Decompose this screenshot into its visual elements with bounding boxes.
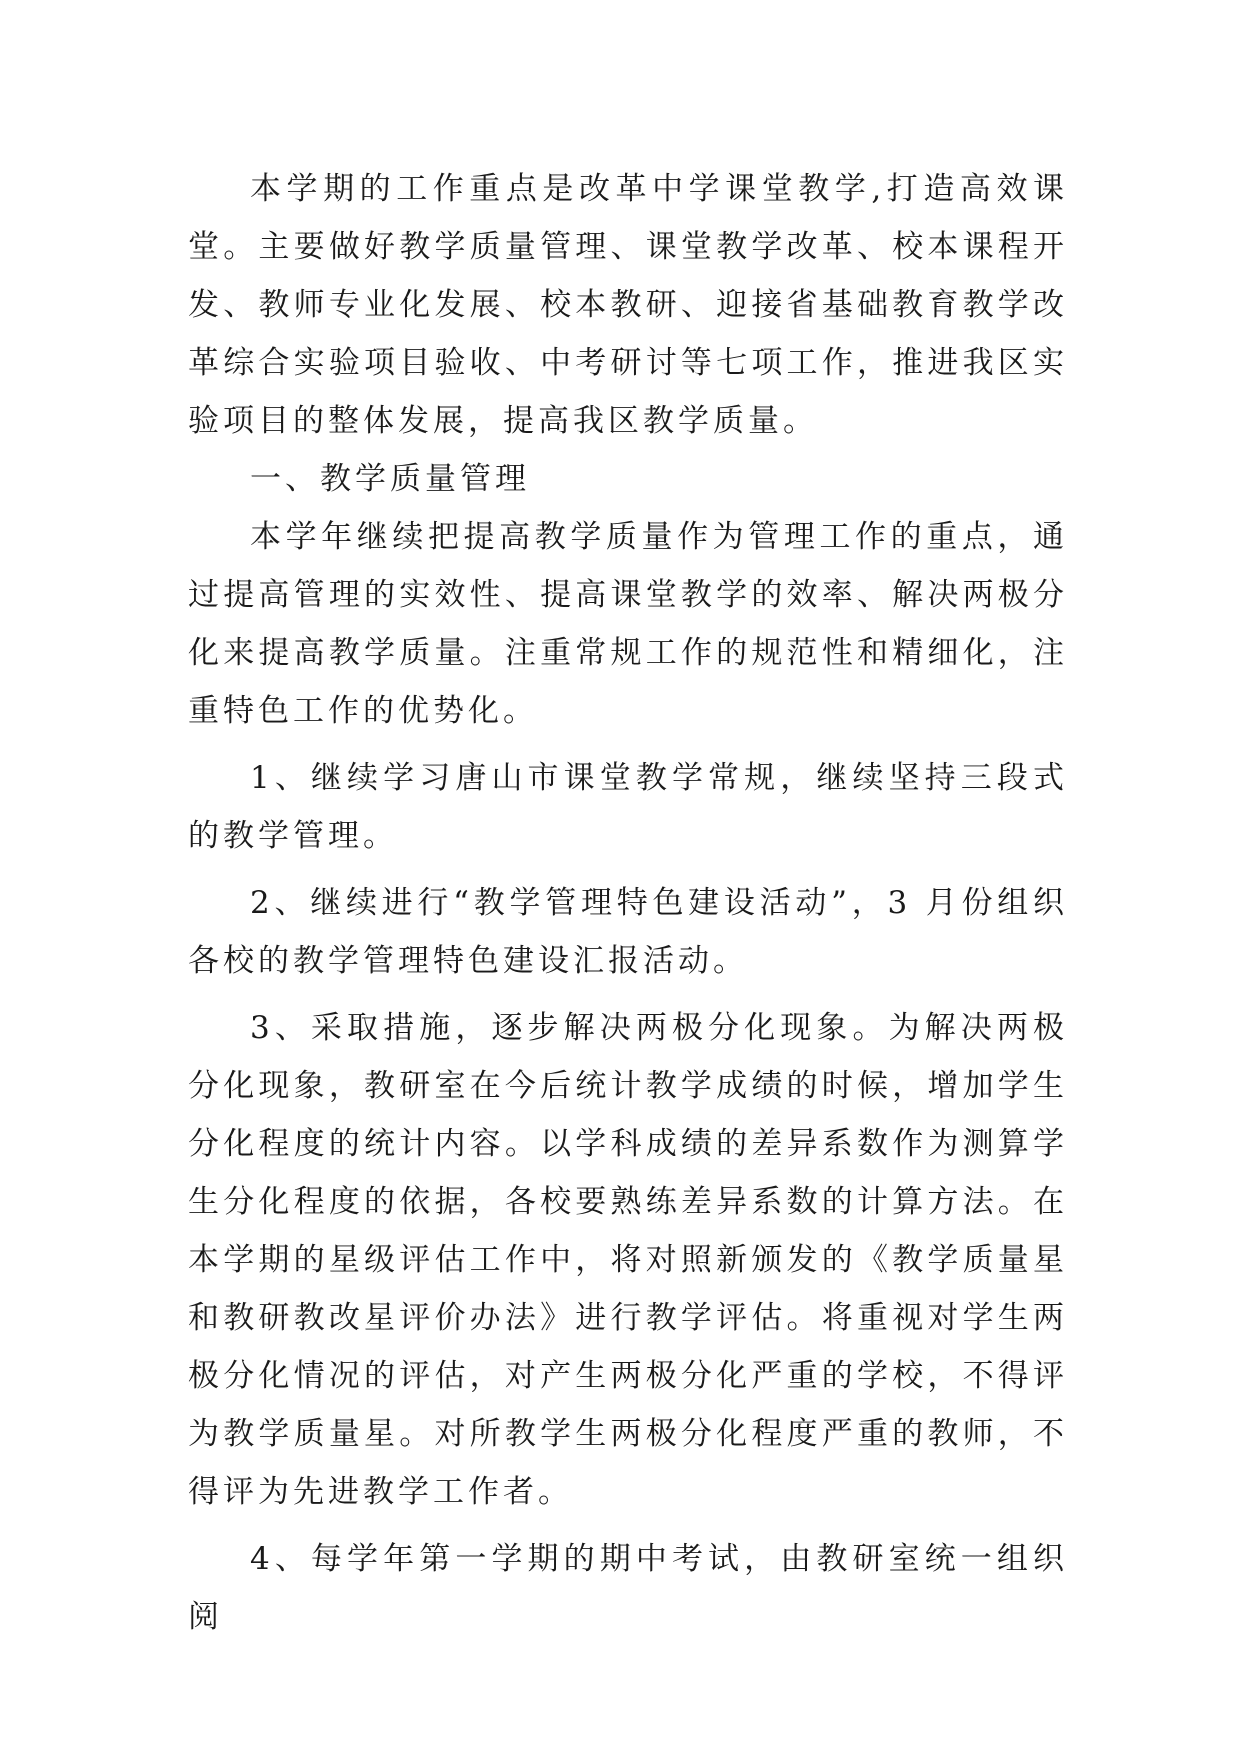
intro-paragraph: 本学期的工作重点是改革中学课堂教学,打造高效课堂。主要做好教学质量管理、课堂教学改革、校本课程开发、教师专业化发展、校本教研、迎接省基础教育教学改革综合实验项目验收、中考研讨等七项工作，推进我区实验项目的整体发展，提高我区教学质量。 <box>188 171 1068 439</box>
document-body <box>188 160 1068 1646</box>
list-item-3: 3、采取措施，逐步解决两极分化现象。为解决两极分化现象，教研室在今后统计教学成绩的时候，增加学生分化程度的统计内容。以学科成绩的差异系数作为测算学生分化程度的依据，各校要熟练差异系数的计算方法。在本学期的星级评估工作中，将对照新颁发的《教学质量星和教研教改星评价办法》进行教学评估。将重视对学生两极分化情况的评估，对产生两极分化严重的学校，不得评为教学质量星。对所教学生两极分化程度严重的教师，不得评为先进教学工作者。 <box>188 1010 1068 1510</box>
list-item-4: 4、每学年第一学期的期中考试，由教研室统一组织阅 <box>188 1541 1068 1635</box>
section-heading: 一、教学质量管理 <box>250 461 530 497</box>
list-item-1: 1、继续学习唐山市课堂教学常规，继续坚持三段式的教学管理。 <box>188 760 1068 854</box>
section-paragraph: 本学年继续把提高教学质量作为管理工作的重点，通过提高管理的实效性、提高课堂教学的效率、解决两极分化来提高教学质量。注重常规工作的规范性和精细化，注重特色工作的优势化。 <box>188 519 1068 729</box>
list-item-2: 2、继续进行“教学管理特色建设活动”，3 月份组织各校的教学管理特色建设汇报活动。 <box>188 885 1068 979</box>
